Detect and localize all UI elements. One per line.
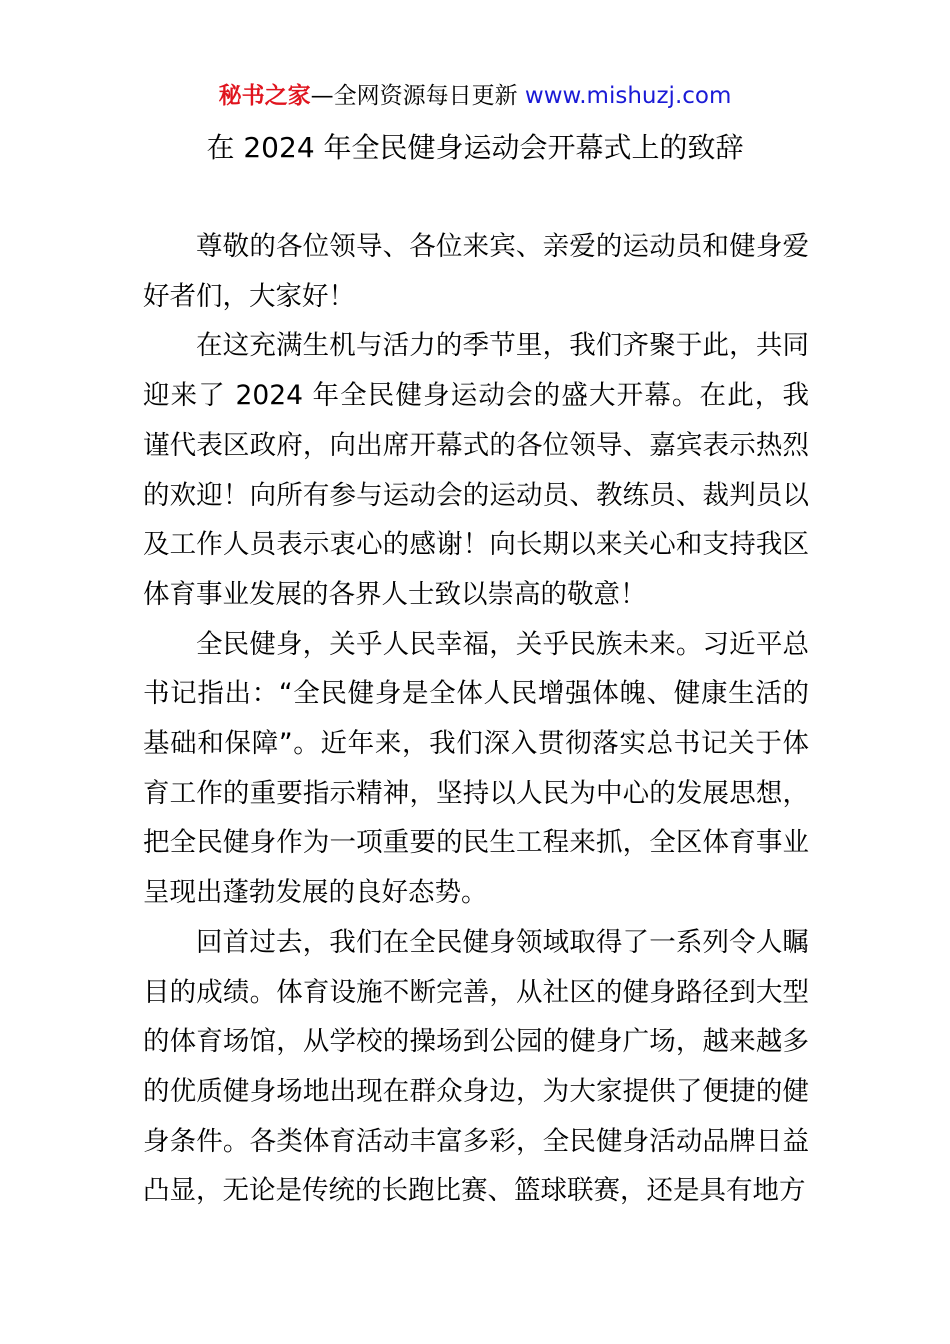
brand-name: 秘书之家 <box>218 83 311 109</box>
document-title: 在 2024 年全民健身运动会开幕式上的致辞 <box>206 131 744 164</box>
paragraph-achievements: 回首过去，我们在全民健身领域取得了一系列令人瞩目的成绩。体育设施不断完善，从社区的健身路径到大型的体育场馆，从学校的操场到公园的健身广场，越来越多的优质健身场地出现在群众身边，为大家提供了便捷的健身条件。各类体育活动丰富多彩，全民健身活动品牌日益凸显，无论是传统的长跑比赛、篮球联赛，还是具有地方 <box>143 926 809 1207</box>
site-header <box>0 80 950 112</box>
paragraph-fitness-significance: 全民健身，关乎人民幸福，关乎民族未来。习近平总书记指出：“全民健身是全体人民增强体魄、健康生活的基础和保障”。近年来，我们深入贯彻落实总书记关于体育工作的重要指示精神，坚持以人民为中心的发展思想，把全民健身作为一项重要的民生工程来抓，全区体育事业呈现出蓬勃发展的良好态势。 <box>143 628 809 909</box>
document-body <box>143 222 809 1216</box>
header-tagline: —全网资源每日更新 <box>310 83 518 109</box>
paragraph-greeting: 尊敬的各位领导、各位来宾、亲爱的运动员和健身爱好者们，大家好！ <box>143 231 809 312</box>
paragraph-welcome: 在这充满生机与活力的季节里，我们齐聚于此，共同迎来了 2024 年全民健身运动会的盛大开幕。在此，我谨代表区政府，向出席开幕式的各位领导、嘉宾表示热烈的欢迎！向所有参与运动会的运动员、教练员、裁判员以及工作人员表示衷心的感谢！向长期以来关心和支持我区体育事业发展的各界人士致以崇高的敬意！ <box>143 330 809 610</box>
site-url-link[interactable]: www.mishuzj.com <box>524 83 732 109</box>
